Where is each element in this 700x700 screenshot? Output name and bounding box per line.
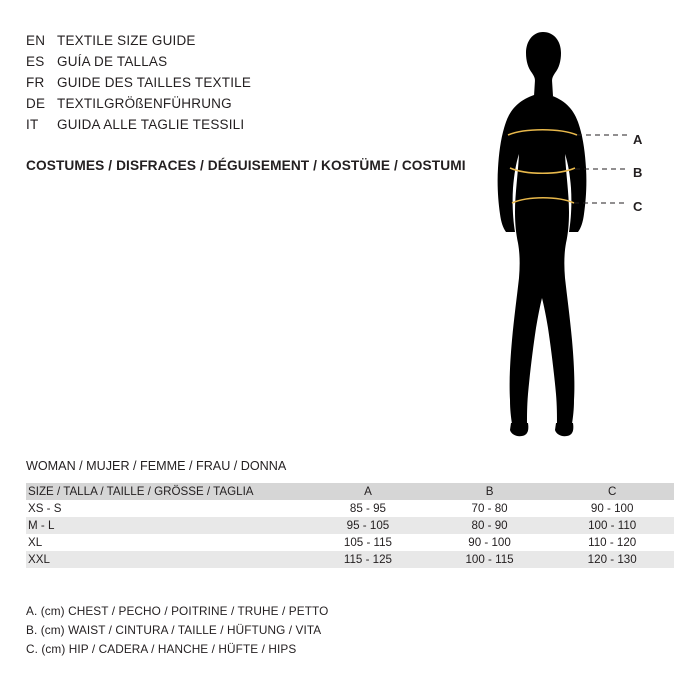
language-title: TEXTILGRÖßENFÜHRUNG bbox=[57, 96, 232, 111]
measure-label-group bbox=[470, 28, 670, 438]
cell-hip: 110 - 120 bbox=[550, 534, 674, 551]
table-row bbox=[26, 534, 674, 551]
table-row bbox=[26, 551, 674, 568]
language-row bbox=[26, 75, 446, 96]
measure-label-b: B bbox=[633, 165, 643, 180]
cell-hip: 100 - 110 bbox=[550, 517, 674, 534]
cell-waist: 90 - 100 bbox=[429, 534, 551, 551]
language-code: ES bbox=[26, 54, 45, 69]
cell-size: M - L bbox=[26, 517, 307, 534]
table-header-a: A bbox=[307, 483, 429, 500]
table-header-size: SIZE / TALLA / TAILLE / GRÖSSE / TAGLIA bbox=[26, 483, 307, 500]
language-code: EN bbox=[26, 33, 46, 48]
language-list bbox=[26, 33, 446, 138]
language-row bbox=[26, 117, 446, 138]
language-row bbox=[26, 33, 446, 54]
cell-chest: 95 - 105 bbox=[307, 517, 429, 534]
language-code: DE bbox=[26, 96, 46, 111]
footnote-hip: C. (cm) HIP / CADERA / HANCHE / HÜFTE / HIPS bbox=[26, 642, 297, 656]
language-title: GUIDA ALLE TAGLIE TESSILI bbox=[57, 117, 245, 132]
table-header-b: B bbox=[429, 483, 551, 500]
cell-size: XS - S bbox=[26, 500, 307, 517]
cell-hip: 120 - 130 bbox=[550, 551, 674, 568]
cell-chest: 115 - 125 bbox=[307, 551, 429, 568]
footnote-list bbox=[26, 602, 328, 659]
table-row bbox=[26, 500, 674, 517]
cell-size: XL bbox=[26, 534, 307, 551]
language-code: FR bbox=[26, 75, 45, 90]
cell-waist: 80 - 90 bbox=[429, 517, 551, 534]
table-group-title: WOMAN / MUJER / FEMME / FRAU / DONNA bbox=[26, 459, 287, 473]
cell-waist: 100 - 115 bbox=[429, 551, 551, 568]
language-row bbox=[26, 96, 446, 117]
language-title: GUÍA DE TALLAS bbox=[57, 54, 168, 69]
measure-label-c: C bbox=[633, 199, 643, 214]
language-title: GUIDE DES TAILLES TEXTILE bbox=[57, 75, 252, 90]
footnote-waist: B. (cm) WAIST / CINTURA / TAILLE / HÜFTUNG / VITA bbox=[26, 623, 322, 637]
footnote-chest: A. (cm) CHEST / PECHO / POITRINE / TRUHE / PETTO bbox=[26, 604, 329, 618]
table-header-row bbox=[26, 483, 674, 500]
size-table bbox=[26, 483, 674, 568]
figure-illustration bbox=[470, 28, 670, 438]
cell-size: XXL bbox=[26, 551, 307, 568]
category-line: COSTUMES / DISFRACES / DÉGUISEMENT / KOSTÜME / COSTUMI bbox=[26, 158, 466, 173]
cell-chest: 85 - 95 bbox=[307, 500, 429, 517]
language-code: IT bbox=[26, 117, 39, 132]
cell-chest: 105 - 115 bbox=[307, 534, 429, 551]
language-row bbox=[26, 54, 446, 75]
language-title: TEXTILE SIZE GUIDE bbox=[57, 33, 196, 48]
cell-hip: 90 - 100 bbox=[550, 500, 674, 517]
cell-waist: 70 - 80 bbox=[429, 500, 551, 517]
table-header-c: C bbox=[550, 483, 674, 500]
measure-label-a: A bbox=[633, 132, 643, 147]
table-row bbox=[26, 517, 674, 534]
